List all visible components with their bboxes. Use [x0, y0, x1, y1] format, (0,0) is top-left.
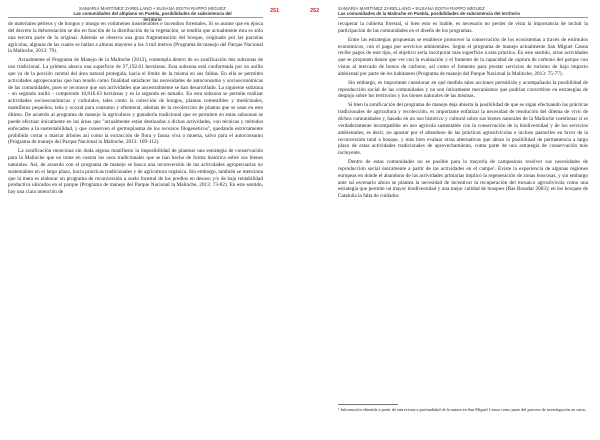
running-head [338, 6, 528, 17]
paragraph: La zonificación menciona sin duda alguna manifiesto la imposibilidad de plantear una estrategia de conservación para la Malinche que no tome en cuenta los usos tradicionales que se han hecho de forma histórica sobre sus bienes naturales. Así, de acuerdo con el programa de manejo se busca una reconversión de las actividades agropecuarias no sustentables en el largo plazo, hacia prácticas tradicionales y de agricultura orgánica. Sin embargo, también se menciona que la meta es elaborar un programa de reconversión a suelo forestal de los predios en desuso y/o de baja rentabilidad productiva ubicados en el parque (Programa de manejo del Parque Nacional la Malinche, 2013: 73-82). En este sentido, hay una clara intención de [8, 148, 263, 196]
paragraph: Sin embargo, es importante cuestionar en qué medida tales acciones permitirán y acompañarán la posibilidad de reproducción social de las comunidades y no son únicamente mecanismos que podrían convertirse en estrategias de despojo sobre los territorios y los bienes naturales de las mismas. [338, 79, 588, 100]
running-head-title: Las comunidades de la Malinche en Puebla, posibilidades de subsistencia del territorio [338, 11, 521, 17]
paragraph: Actualmente el Programa de Manejo de la Malinche (2013), contempla dentro de su zonificación dos subzonas de uso tradicional. La primera abarca una superficie de 27,192.61 hectáreas. Esta subzona está conformada por un anillo que va de la porción central del área natural protegida, hacia el límite de la misma en sus faldas. En ella se permiten actividades agropecuarias que han tenido como finalidad satisfacer las necesidades de autoconsumo y socioeconómicas de las comunidades, pues se reconoce que son actividades que ancestralmente se han desarrollado. La siguiente subzona - un segundo anillo - comprende 10,816.63 hectáreas y es la segunda en tamaño. En esta subzona se permite realizar actividades socioeconómicas y culturales, tales como la colección de hongos, plantas comestibles y medicinales, mamíferos pequeños, leña y ocoxal para consumo y eftemeral, además de la recolección de plantas que se usan en este último. De acuerdo al programa de manejo la agricultura y ganadería tradicional que se permiten en estas subzonas se puede efectuar únicamente en las áreas que "actualmente están destinadas a dichas actividades, con técnicas y métodos enfocados a la sustentabilidad, y que conserven el germoplasma de los recursos filogenéticos", quedando estrictamente prohibido cortar o marcar árboles así como la extracción de flora y fauna viva o muerta, salvo para el autoconsumo (Programa de manejo del Parque Nacional la Malinche, 2013: 109-112). [8, 57, 263, 146]
paragraph: Entre las estrategias propuestas se establece promover la conservación de los ecosistemas a través de estímulos económicos, con el pago por servicios ambientales. Según el programa de manejo actualmente San Miguel Canoa recibe pagos de este tipo, el objetivo sería incorporar más superficie a esta práctica. En este sentido, otras actividades que se proponen tienen que ver con la evaluación y el fomento de la capacidad de captura de carbono del parque con vistas al mercado de bonos de carbono, así como el fomento para prestar servicios de turismo de bajo impacto ambiental por parte de los habitantes (Programa de manejo del Parque Nacional la Malinche, 2013: 75-77). [338, 36, 588, 77]
body-text [8, 21, 263, 196]
header-divider [338, 17, 588, 18]
paragraph: Dentro de estas comunidades no es posible para la mayoría de campesinos resolver sus necesidades de reproducción social únicamente a partir de las actividades en el campo¹. Existe la experiencia de algunas regiones europeas en donde el abandono de las actividades primarias implicó la regeneración de zonas boscosas, y sin embargo ante tal escenario ahora se plantea la necesidad de incentivar la recuperación del mosaico agrosilvícola como una estrategia que permite un mayor biodiversidad y una mejor calidad de bosques (Ras Bosadar 2003); en los bosques de Cataluña la falta de cuidados [338, 159, 588, 200]
page-number: 251 [270, 8, 280, 14]
running-head-title: Las comunidades del altiplano en Puebla, posibilidades de subsistencia del territorio [73, 11, 232, 22]
running-head-authors: SAMARIA MARTÍNEZ ZARELLANO • SUSANA EDITH RAPPO MÍGUEZ [79, 6, 226, 11]
running-head-authors: SAMARIA MARTÍNEZ ZARELLANO • SUSANA EDITH RAPPO MÍGUEZ [338, 6, 485, 11]
right-page [300, 0, 600, 440]
paragraph: recuperar la cubierta forestal, si bien esto es loable, es necesario no perder de vista la importancia de incluir la participación de las comunidades en el diseño de los programas. [338, 21, 588, 34]
footnote: ¹ Información obtenida a partir de entrevistas a profundidad de la autora en San Miguel Canoa como parte del proceso de investigación en curso. [338, 407, 587, 412]
running-head [70, 6, 235, 22]
paragraph: Si bien la zonificación del programa de manejo deja abierta la posibilidad de que se sigan efectuando las prácticas tradicionales de agricultura y recolección, es importante enfatizar la necesidad de resolución del dilema de vivir de dichos comunidades y, basado en un uso histórico y cultural sobre sus bienes naturales de la Malinche cuestionar si es verdaderamente incompatible un uso agrícola sustentable con la conservación de la biodiversidad y de los servicios ambientales; es decir, no apostar por el abandono de las prácticas agrosilvícolas e incluso pastoriles en favor de la reconversión total a bosque, y más bien evaluar otras alternativas que abran la posibilidad de permanencia a largo plazo de estas actividades tradicionales de aprovechamiento, como parte de una estrategia de conservación más incluyente. [338, 102, 588, 157]
body-text [338, 21, 588, 200]
paragraph: de materiales pétreos y de hongos y musgo en volúmenes insostenibles e incendios forestales. Si se asume que en época del decreto la deforestación se dio en función de la distribución de la vegetación, se tendría que actualmente ésta es sólo una tercera parte de la original. Además se observa una gran fragmentación del bosque, originado por las parcelas agrícolas, algunas de las cuales se hallan a alturas mayores a los 3 mil metros (Programa de manejo del Parque Nacional la Malinche, 2013: 79). [8, 21, 263, 55]
page-number: 252 [310, 8, 320, 14]
footnote-rule [338, 404, 398, 405]
header-divider [8, 17, 263, 18]
